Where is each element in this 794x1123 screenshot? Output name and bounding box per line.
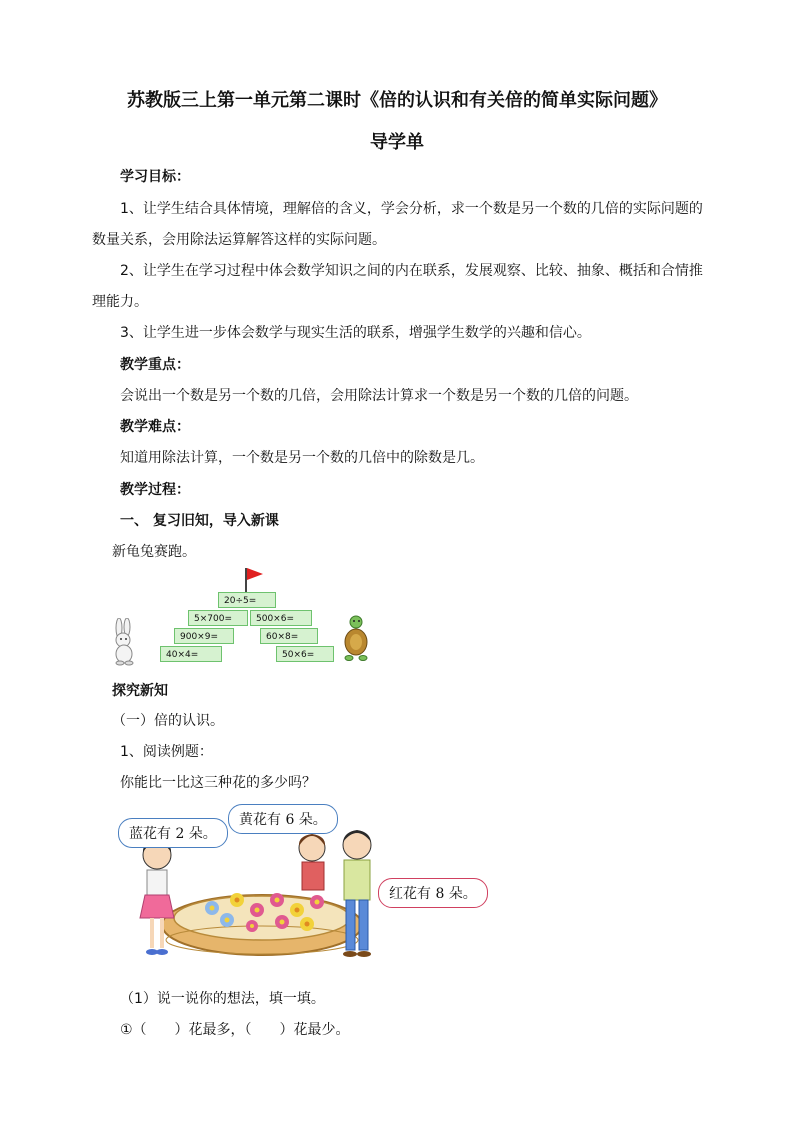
goal1-line2: 数量关系，会用除法运算解答这样的实际问题。 — [92, 232, 386, 248]
page-title: 苏教版三上第一单元第二课时《倍的认识和有关倍的简单实际问题》 — [127, 90, 667, 111]
race-block-6: 40×4= — [160, 646, 222, 662]
key-heading: 教学重点： — [120, 357, 190, 373]
goals-heading: 学习目标： — [120, 169, 190, 185]
difficulty-heading: 教学难点： — [120, 419, 190, 435]
task1-text: （1）说一说你的想法，填一填。 — [120, 991, 325, 1007]
turtle-icon — [340, 614, 372, 662]
race-block-3: 500×6= — [250, 610, 312, 626]
process-heading: 教学过程： — [120, 482, 190, 498]
goal3: 3、让学生进一步体会数学与现实生活的联系，增强学生数学的兴趣和信心。 — [120, 325, 591, 341]
explore-heading: 探究新知 — [112, 683, 168, 699]
question-text: 你能比一比这三种花的多少吗？ — [120, 775, 316, 791]
goal2-line1: 2、让学生在学习过程中体会数学知识之间的内在联系，发展观察、比较、抽象、概括和合情推 — [120, 263, 703, 279]
rabbit-icon — [108, 618, 140, 666]
flag-icon — [247, 568, 263, 580]
page-subtitle: 导学单 — [370, 132, 424, 153]
race-intro: 新龟兔赛跑。 — [112, 544, 196, 560]
bubble-blue-flowers: 蓝花有 2 朵。 — [118, 818, 228, 848]
read-example: 1、阅读例题： — [120, 744, 213, 760]
part1-heading: （一）倍的认识。 — [112, 713, 224, 729]
race-block-2: 5×700= — [188, 610, 248, 626]
race-block-4: 900×9= — [174, 628, 234, 644]
bubble-red-flowers: 红花有 8 朵。 — [378, 878, 488, 908]
goal2-line2: 理能力。 — [92, 294, 148, 310]
race-block-5: 60×8= — [260, 628, 318, 644]
task1-question: ①（ ）花最多，（ ）花最少。 — [120, 1022, 350, 1038]
key-text: 会说出一个数是另一个数的几倍，会用除法计算求一个数是另一个数的几倍的问题。 — [120, 388, 638, 404]
goal1-line1: 1、让学生结合具体情境，理解倍的含义，学会分析，求一个数是另一个数的几倍的实际问题的 — [120, 201, 703, 217]
section1-heading: 一、 复习旧知，导入新课 — [120, 513, 279, 529]
bubble-yellow-flowers: 黄花有 6 朵。 — [228, 804, 338, 834]
race-block-1: 20÷5= — [218, 592, 276, 608]
race-block-7: 50×6= — [276, 646, 334, 662]
difficulty-text: 知道用除法计算，一个数是另一个数的几倍中的除数是几。 — [120, 450, 484, 466]
